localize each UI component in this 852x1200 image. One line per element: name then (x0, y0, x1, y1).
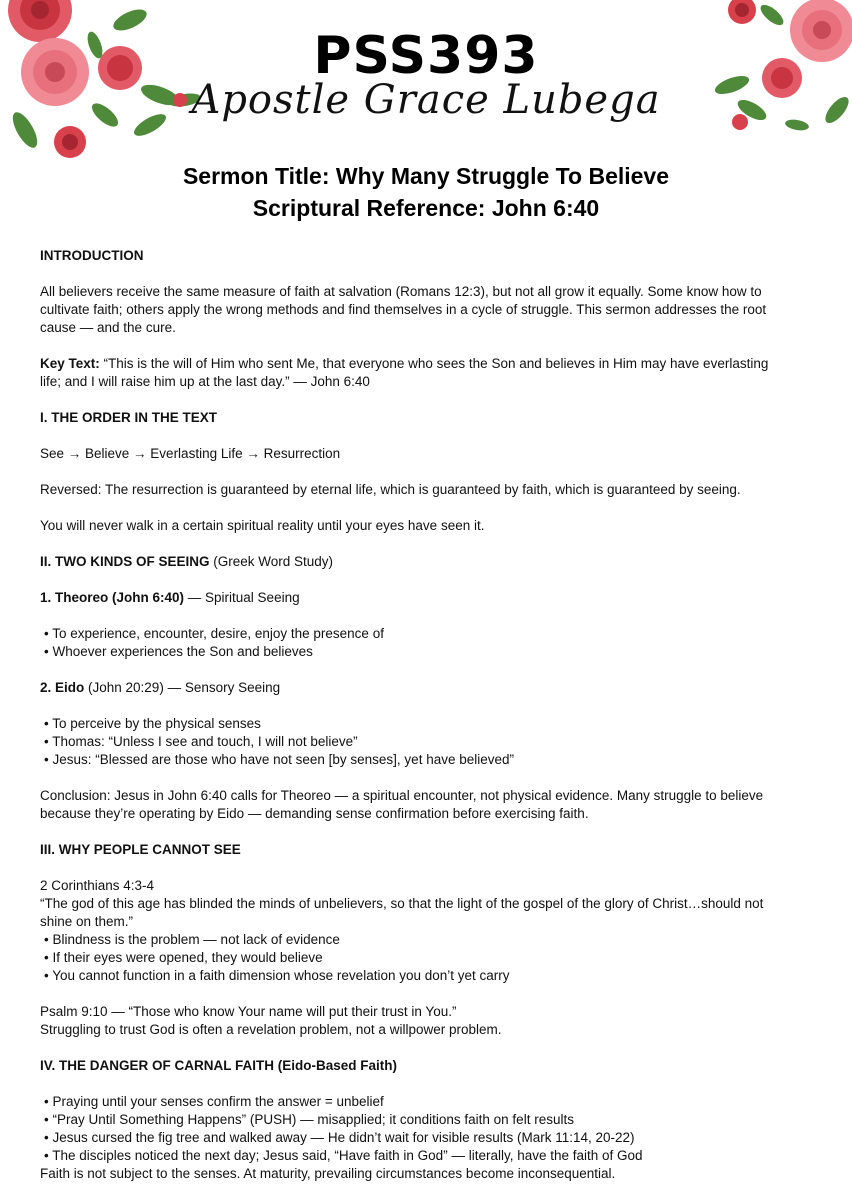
eido-suffix: (John 20:29) — Sensory Seeing (84, 680, 281, 695)
list-item: • To experience, encounter, desire, enjoy the presence of (40, 625, 790, 643)
theoreo-list (40, 625, 790, 661)
seeing-conclusion: Conclusion: Jesus in John 6:40 calls for Theoreo — a spiritual encounter, not physical evidence. Many struggle to believe because they’re operating by Eido — demanding sense confirmation before exercising faith. (40, 788, 764, 821)
reality-statement: You will never walk in a certain spiritual reality until your eyes have seen it. (40, 518, 485, 533)
section-heading-order: I. THE ORDER IN THE TEXT (40, 410, 218, 425)
section-heading-cannot-see: III. WHY PEOPLE CANNOT SEE (40, 842, 241, 857)
key-text-label: Key Text: (40, 356, 100, 371)
list-item: • The disciples noticed the next day; Jesus said, “Have faith in God” — literally, have the faith of God (40, 1147, 790, 1165)
sermon-title: Sermon Title: Why Many Struggle To Believe (182, 163, 670, 189)
key-text (40, 355, 790, 391)
list-item: • Whoever experiences the Son and believes (40, 643, 790, 661)
psalm-reference: Psalm 9:10 — “Those who know Your name will put their trust in You.” (40, 1004, 457, 1019)
corinthians-quote: “The god of this age has blinded the minds of unbelievers, so that the light of the gospel of the glory of Christ…should not shine on them.” (40, 896, 764, 929)
intro-paragraph: All believers receive the same measure of faith at salvation (Romans 12:3), but not all grow it equally. Some know how to cultivate faith; others apply the wrong methods and find themselves in a cycle of struggle. This sermon addresses the root cause — and the cure. (40, 284, 767, 335)
section-heading-carnal-faith: IV. THE DANGER OF CARNAL FAITH (Eido-Based Faith) (40, 1058, 398, 1073)
corinthians-reference: 2 Corinthians 4:3-4 (40, 878, 155, 893)
theoreo-heading (40, 589, 790, 607)
scripture-reference: Scriptural Reference: John 6:40 (252, 195, 600, 221)
key-text-body: “This is the will of Him who sent Me, that everyone who sees the Son and believes in Him may have everlasting life; and I will raise him up at the last day.” — John 6:40 (40, 356, 769, 389)
list-item: • You cannot function in a faith dimension whose revelation you don’t yet carry (40, 967, 790, 985)
list-item: • Jesus: “Blessed are those who have not seen [by senses], yet have believed” (40, 751, 790, 769)
eido-list (40, 715, 790, 769)
carnal-faith-list (40, 1093, 790, 1165)
section-heading-introduction: INTRODUCTION (40, 248, 144, 263)
list-item: • To perceive by the physical senses (40, 715, 790, 733)
reversed-statement: Reversed: The resurrection is guaranteed by eternal life, which is guaranteed by faith, which is guaranteed by seeing. (40, 482, 741, 497)
psalm-note: Struggling to trust God is often a revelation problem, not a willpower problem. (40, 1022, 502, 1037)
sermon-body (40, 247, 790, 1183)
theoreo-suffix: — Spiritual Seeing (184, 590, 300, 605)
eido-heading (40, 679, 790, 697)
closing-statement: Faith is not subject to the senses. At maturity, prevailing circumstances become inconsequential. (40, 1166, 616, 1181)
list-item: • Praying until your senses confirm the answer = unbelief (40, 1093, 790, 1111)
seeing-heading-bold: II. TWO KINDS OF SEEING (40, 554, 210, 569)
blindness-list (40, 931, 790, 985)
list-item: • “Pray Until Something Happens” (PUSH) — misapplied; it conditions faith on felt results (40, 1111, 790, 1129)
order-sequence: See → Believe → Everlasting Life → Resurrection (40, 446, 341, 461)
section-heading-seeing (40, 553, 790, 571)
seeing-heading-suffix: (Greek Word Study) (209, 554, 334, 569)
page-title (0, 160, 852, 224)
theoreo-label: 1. Theoreo (John 6:40) (40, 590, 185, 605)
list-item: • Blindness is the problem — not lack of evidence (40, 931, 790, 949)
logo-text: PSS393 (313, 26, 539, 86)
list-item: • Jesus cursed the fig tree and walked away — He didn’t wait for visible results (Mark 11:14, 20-22) (40, 1129, 790, 1147)
list-item: • If their eyes were opened, they would believe (40, 949, 790, 967)
eido-label: 2. Eido (40, 680, 85, 695)
list-item: • Thomas: “Unless I see and touch, I will not believe” (40, 733, 790, 751)
signature: Apostle Grace Lubega (191, 77, 661, 123)
